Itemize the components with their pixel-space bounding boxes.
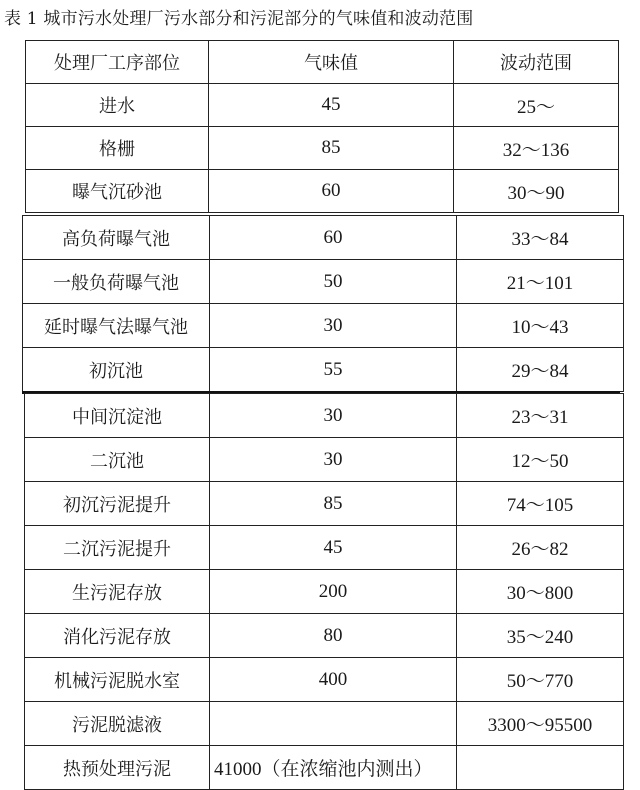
odor-value-cell: 55	[210, 348, 457, 392]
table-row	[25, 658, 624, 702]
header-odor-value: 气味值	[209, 41, 454, 84]
table-row	[23, 260, 624, 304]
odor-value-cell: 45	[209, 84, 454, 127]
process-cell: 延时曝气法曝气池	[23, 304, 210, 348]
process-cell: 初沉池	[23, 348, 210, 392]
process-cell: 进水	[26, 84, 209, 127]
odor-table-part-1	[25, 40, 619, 213]
table-row	[25, 438, 624, 482]
range-cell: 12～50	[457, 438, 624, 482]
table-row	[25, 614, 624, 658]
table-header-row	[26, 41, 619, 84]
range-cell: 30～90	[454, 170, 619, 213]
header-process: 处理厂工序部位	[26, 41, 209, 84]
process-cell: 生污泥存放	[25, 570, 210, 614]
odor-value-cell: 50	[210, 260, 457, 304]
odor-value-cell: 41000（在浓缩池内测出）	[210, 746, 457, 790]
table-row	[25, 702, 624, 746]
table-row	[25, 570, 624, 614]
table-row	[25, 482, 624, 526]
odor-value-cell: 400	[210, 658, 457, 702]
range-cell	[457, 746, 624, 790]
table-row	[23, 304, 624, 348]
process-cell: 曝气沉砂池	[26, 170, 209, 213]
process-cell: 一般负荷曝气池	[23, 260, 210, 304]
range-cell: 33～84	[457, 216, 624, 260]
odor-value-cell: 60	[210, 216, 457, 260]
process-cell: 中间沉淀池	[25, 394, 210, 438]
table-row	[25, 746, 624, 790]
odor-table-part-2	[22, 215, 624, 392]
process-cell: 消化污泥存放	[25, 614, 210, 658]
process-cell: 热预处理污泥	[25, 746, 210, 790]
odor-value-cell: 85	[210, 482, 457, 526]
range-cell: 35～240	[457, 614, 624, 658]
odor-value-cell: 85	[209, 127, 454, 170]
range-cell: 50～770	[457, 658, 624, 702]
range-cell: 30～800	[457, 570, 624, 614]
odor-table-part-3	[24, 393, 624, 790]
range-cell: 23～31	[457, 394, 624, 438]
process-cell: 二沉污泥提升	[25, 526, 210, 570]
odor-value-cell: 30	[210, 438, 457, 482]
header-range: 波动范围	[454, 41, 619, 84]
table-row	[23, 348, 624, 392]
range-cell: 25～	[454, 84, 619, 127]
odor-value-cell: 30	[210, 394, 457, 438]
table-row	[25, 394, 624, 438]
odor-value-cell: 80	[210, 614, 457, 658]
odor-value-cell: 30	[210, 304, 457, 348]
process-cell: 高负荷曝气池	[23, 216, 210, 260]
table-caption: 表 1 城市污水处理厂污水部分和污泥部分的气味值和波动范围	[4, 9, 474, 29]
table-row	[25, 526, 624, 570]
process-cell: 机械污泥脱水室	[25, 658, 210, 702]
odor-value-cell: 200	[210, 570, 457, 614]
process-cell: 初沉污泥提升	[25, 482, 210, 526]
odor-value-cell: 60	[209, 170, 454, 213]
table-row	[26, 170, 619, 213]
table-row	[26, 84, 619, 127]
range-cell: 32～136	[454, 127, 619, 170]
range-cell: 74～105	[457, 482, 624, 526]
range-cell: 21～101	[457, 260, 624, 304]
odor-value-cell	[210, 702, 457, 746]
range-cell: 26～82	[457, 526, 624, 570]
range-cell: 3300～95500	[457, 702, 624, 746]
table-row	[26, 127, 619, 170]
range-cell: 10～43	[457, 304, 624, 348]
odor-value-cell: 45	[210, 526, 457, 570]
range-cell: 29～84	[457, 348, 624, 392]
table-row	[23, 216, 624, 260]
process-cell: 二沉池	[25, 438, 210, 482]
process-cell: 格栅	[26, 127, 209, 170]
process-cell: 污泥脱滤液	[25, 702, 210, 746]
